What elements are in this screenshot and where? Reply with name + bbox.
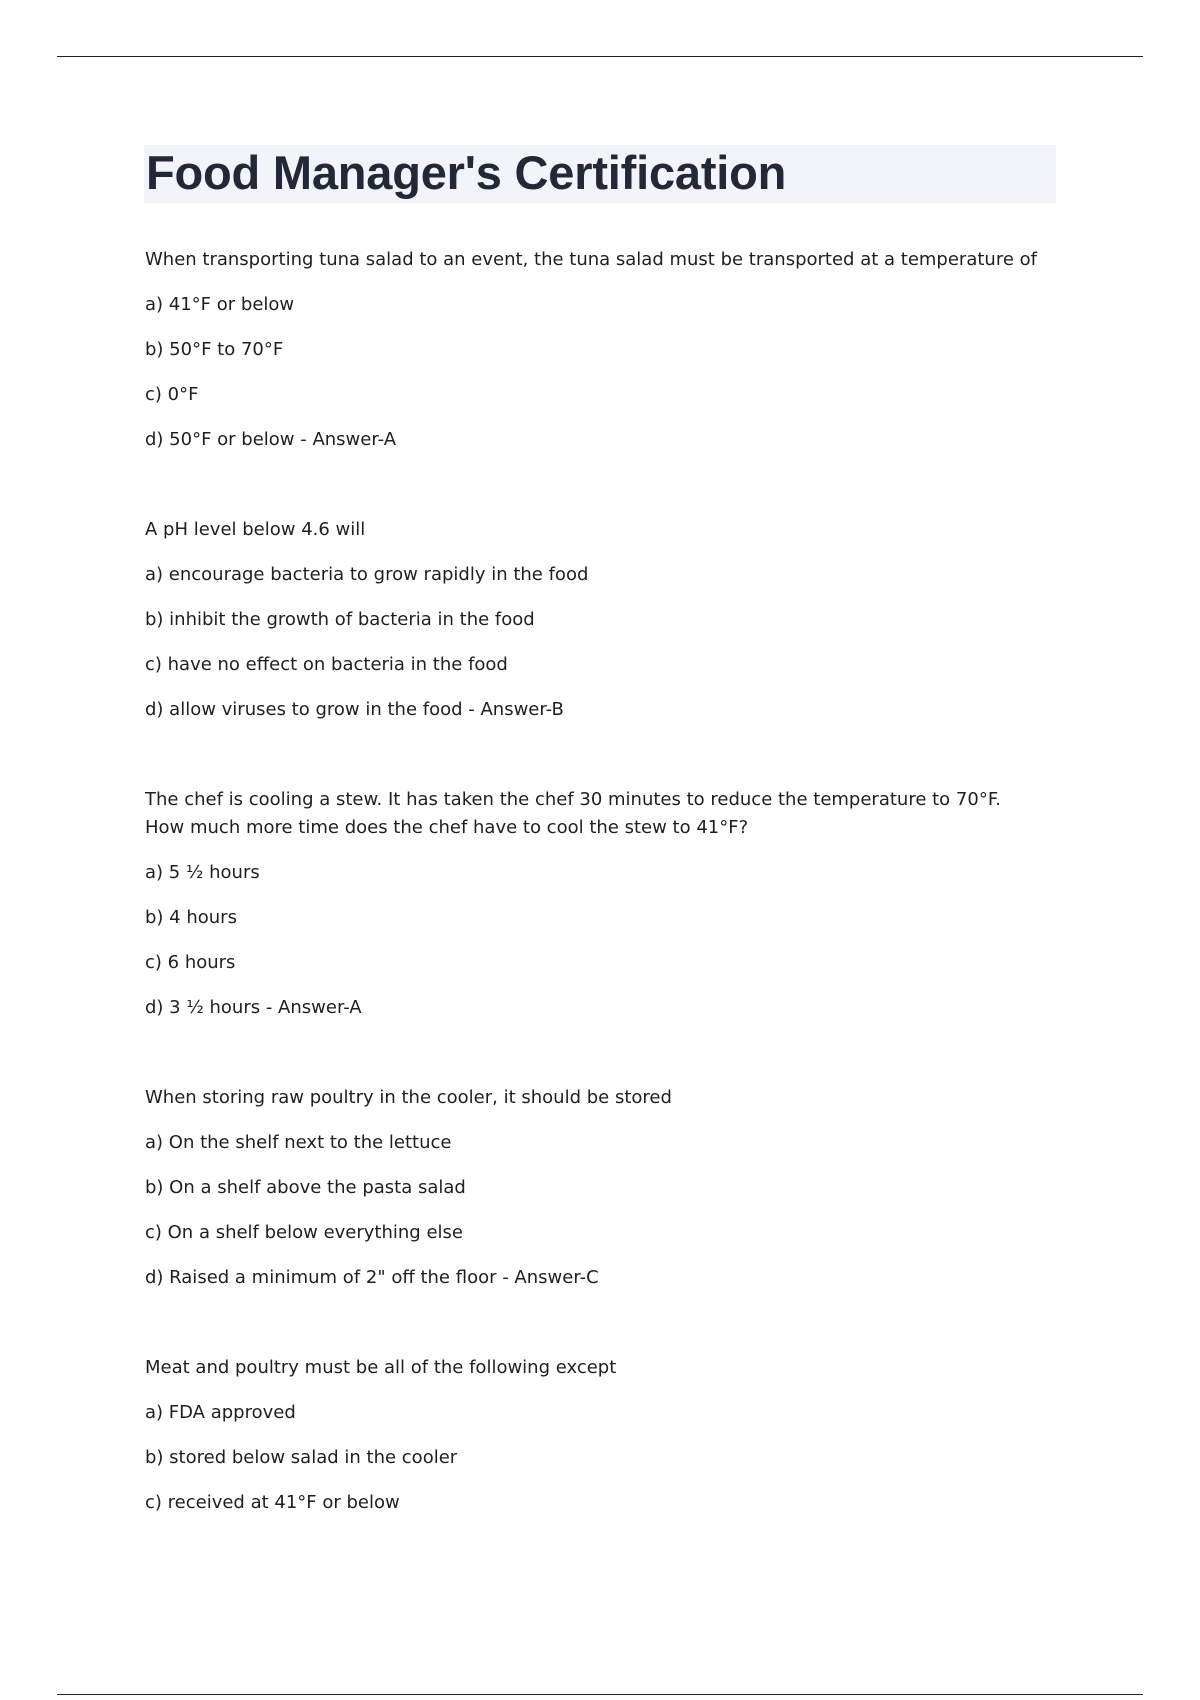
option-b: b) On a shelf above the pasta salad — [145, 1177, 466, 1198]
option-a: a) 41°F or below — [145, 294, 295, 315]
bottom-rule — [57, 1694, 1143, 1695]
option-c: c) 0°F — [145, 384, 199, 405]
question-1 — [145, 246, 1045, 454]
question-2 — [145, 516, 1045, 724]
option-d: d) 50°F or below - Answer-A — [145, 429, 397, 450]
question-5 — [145, 1354, 1045, 1517]
option-c: c) On a shelf below everything else — [145, 1222, 463, 1243]
question-text: When transporting tuna salad to an event, the tuna salad must be transported at a temperature of — [145, 249, 1037, 270]
option-d: d) allow viruses to grow in the food - Answer-B — [145, 699, 564, 720]
option-d: d) 3 ½ hours - Answer-A — [145, 997, 362, 1018]
question-4 — [145, 1084, 1045, 1292]
option-a: a) On the shelf next to the lettuce — [145, 1132, 452, 1153]
option-c: c) have no effect on bacteria in the food — [145, 654, 508, 675]
question-list — [145, 246, 1045, 1579]
option-a: a) 5 ½ hours — [145, 862, 260, 883]
question-3 — [145, 786, 1045, 1022]
option-c: c) received at 41°F or below — [145, 1492, 400, 1513]
option-b: b) 50°F to 70°F — [145, 339, 284, 360]
option-a: a) encourage bacteria to grow rapidly in the food — [145, 564, 589, 585]
question-text: When storing raw poultry in the cooler, it should be stored — [145, 1087, 672, 1108]
option-d: d) Raised a minimum of 2" off the floor - Answer-C — [145, 1267, 599, 1288]
option-b: b) 4 hours — [145, 907, 237, 928]
option-b: b) inhibit the growth of bacteria in the food — [145, 609, 535, 630]
option-a: a) FDA approved — [145, 1402, 296, 1423]
page-title: Food Manager's Certification — [146, 146, 787, 199]
option-c: c) 6 hours — [145, 952, 236, 973]
question-text: The chef is cooling a stew. It has taken the chef 30 minutes to reduce the temperature to 70°F. How much more time does the chef have to cool the stew to 41°F? — [145, 789, 1002, 838]
option-b: b) stored below salad in the cooler — [145, 1447, 458, 1468]
question-text: Meat and poultry must be all of the following except — [145, 1357, 617, 1378]
top-rule — [57, 56, 1143, 57]
question-text: A pH level below 4.6 will — [145, 519, 366, 540]
